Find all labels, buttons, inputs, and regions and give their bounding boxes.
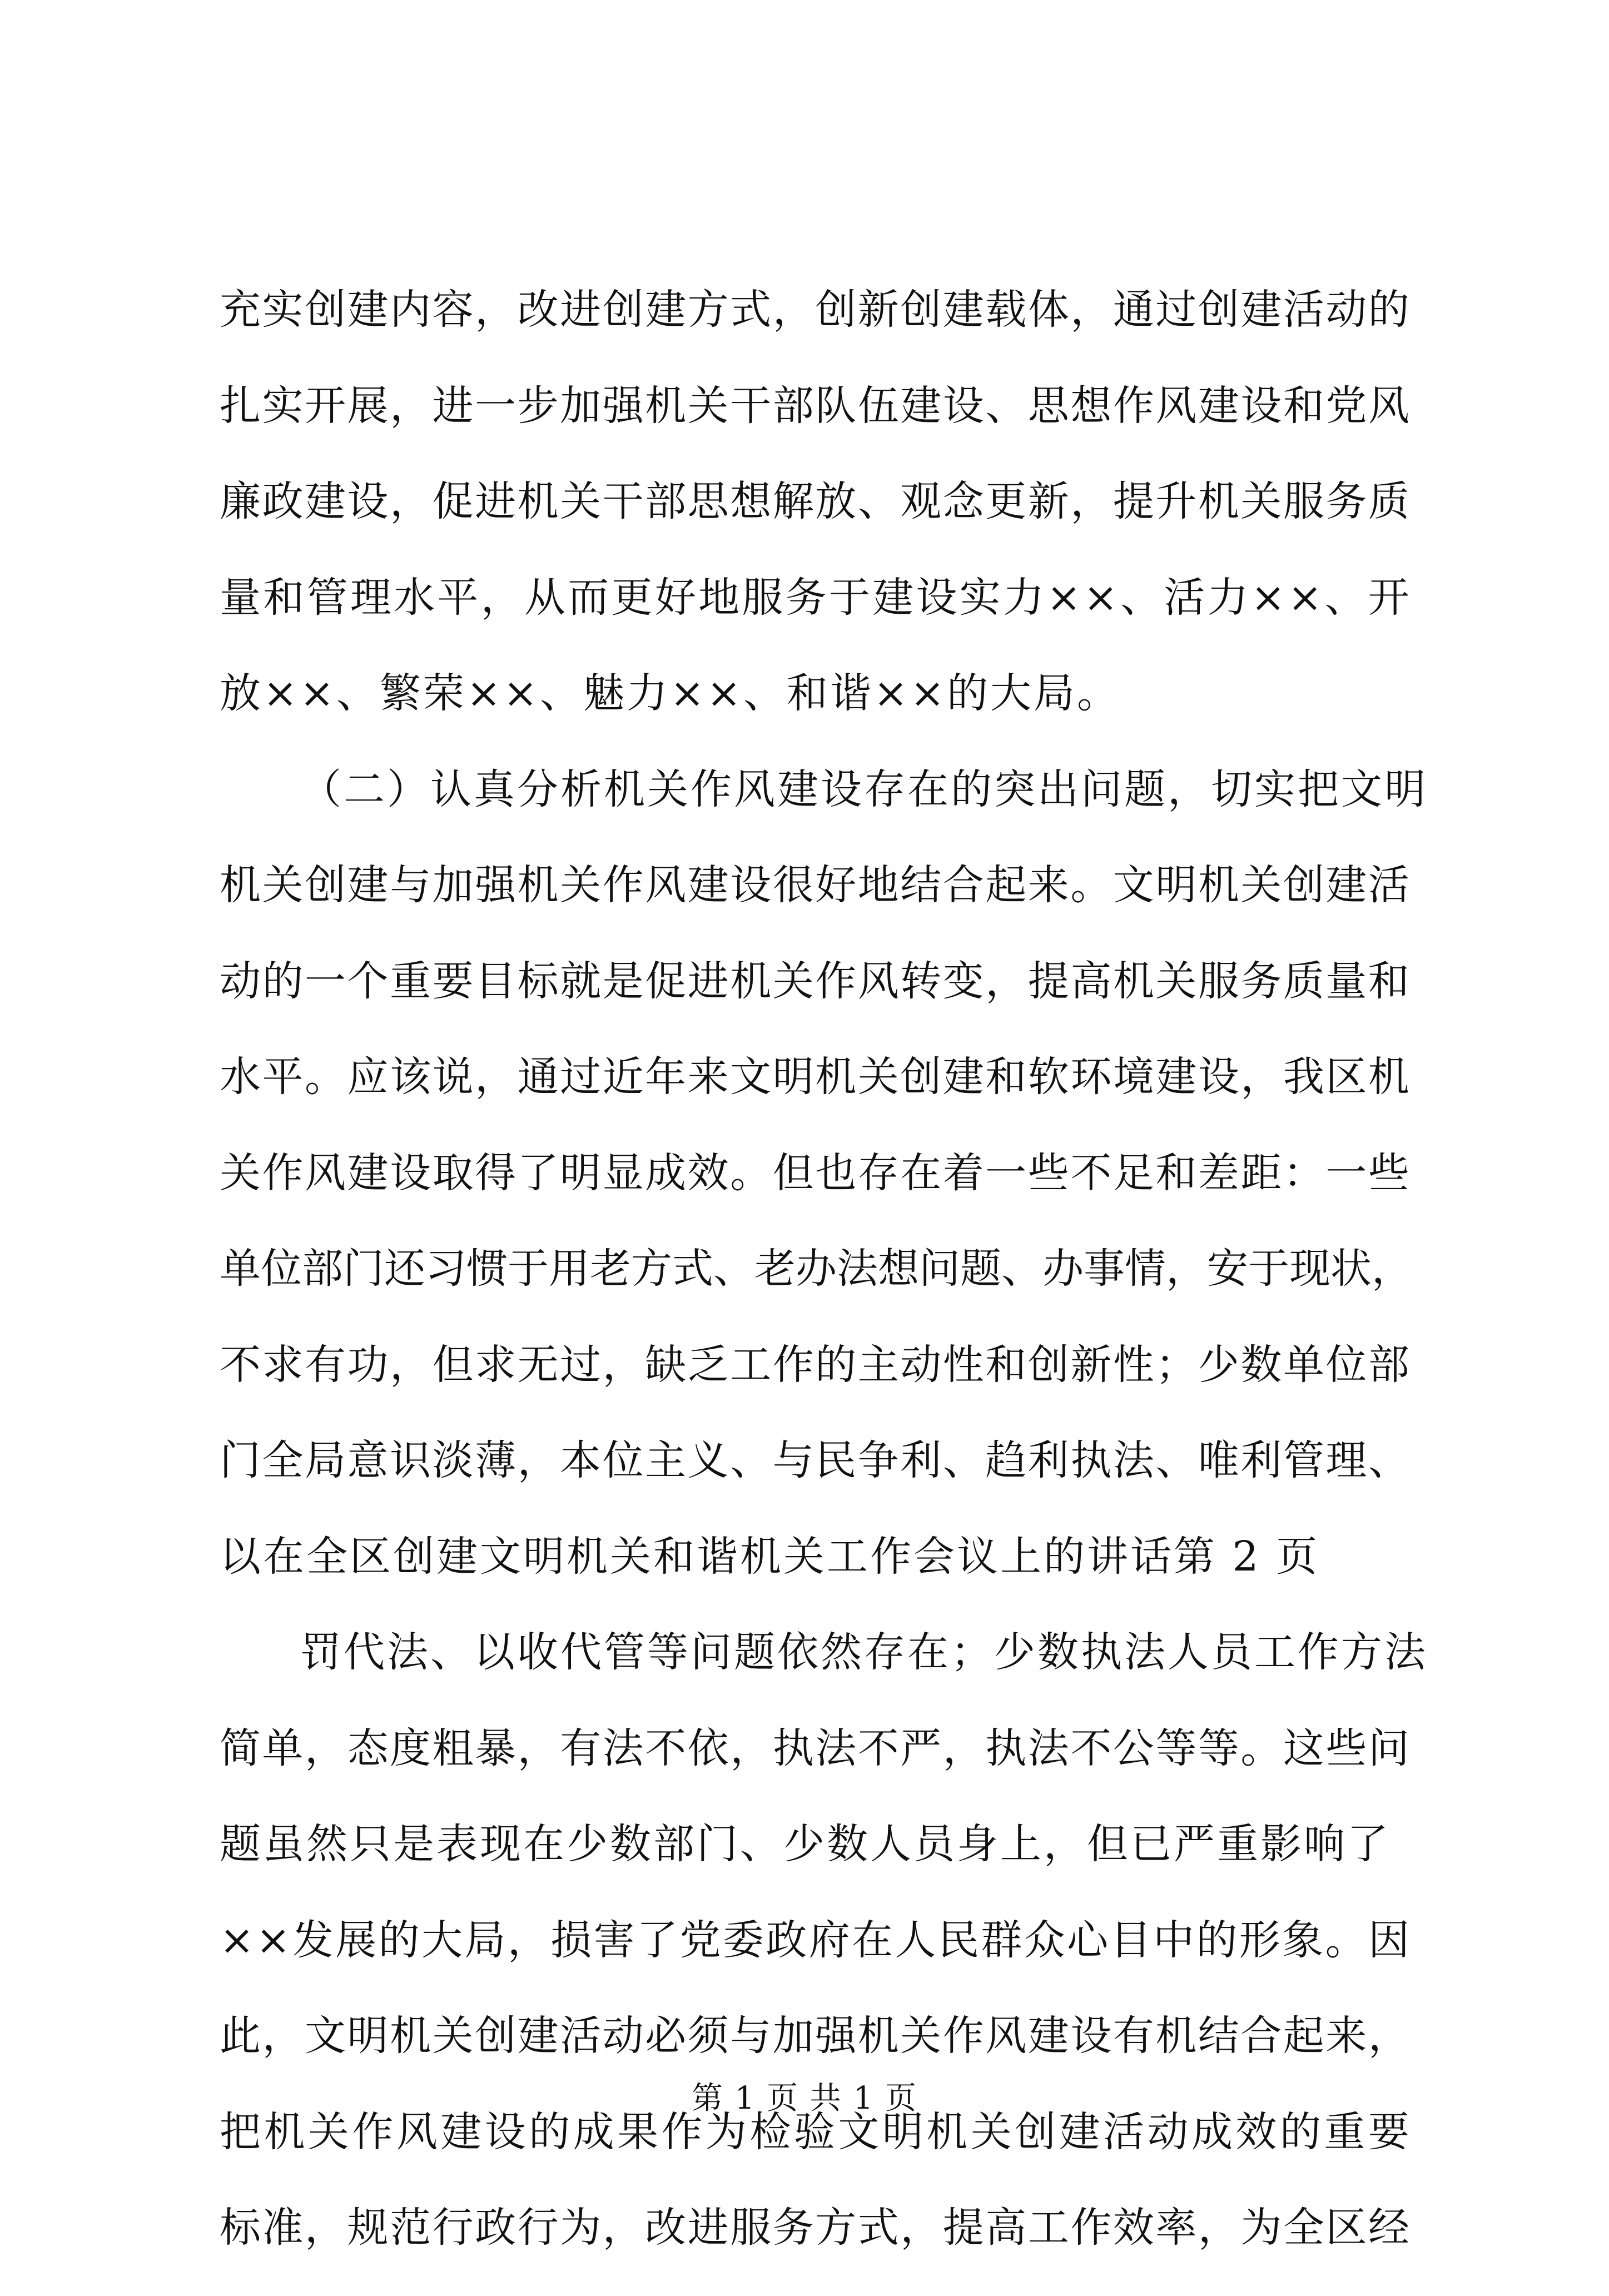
page-number-footer: 第 1 页 共 1 页 xyxy=(691,2080,918,2116)
text-line: 放××、繁荣××、魅力××、和谐××的大局。 xyxy=(220,669,1121,717)
text-line: 不 求 有 功 ， 但 求 无 过 ， 缺 乏 工 作 的 主 动 性 和 创 新 性 ； 少 数 单 位 部 xyxy=(220,1340,1409,1389)
text-line: 单 位 部 门 还 习 惯 于 用 老 方 式 、 老 办 法 想 问 题 、 办 事 情 ， 安 于 现 状 ， xyxy=(220,1245,1413,1293)
section-heading-line: （二）认真分析机关作风建设存在的突出问题，切实把文明 xyxy=(300,765,1428,813)
text-line: 关 作 风 建 设 取 得 了 明 显 成 效 。 但 也 存 在 着 一 些 不 足 和 差 距 ： 一 些 xyxy=(220,1149,1409,1197)
text-line: 机 关 创 建 与 加 强 机 关 作 风 建 设 很 好 地 结 合 起 来 。 文 明 机 关 创 建 活 xyxy=(220,861,1409,909)
text-line: 题虽然只是表现在少数部门、少数人员身上，但已严重影响了 xyxy=(220,1820,1391,1868)
text-line: 扎 实 开 展 ， 进 一 步 加 强 机 关 干 部 队 伍 建 设 、 思 想 作 风 建 设 和 党 风 xyxy=(220,381,1409,430)
text-line: 廉 政 建 设 ， 促 进 机 关 干 部 思 想 解 放 、 观 念 更 新 ， 提 升 机 关 服 务 质 xyxy=(220,478,1409,525)
title-line: 以在全区创建文明机关和谐机关工作会议上的讲话第 2 页 xyxy=(220,1532,1320,1581)
text-line: 水 平 。 应 该 说 ， 通 过 近 年 来 文 明 机 关 创 建 和 软 环 境 建 设 ， 我 区 机 xyxy=(220,1053,1409,1101)
text-line: 罚代法、以收代管等问题依然存在；少数执法人员工作方法 xyxy=(300,1628,1428,1676)
body-text xyxy=(220,282,1428,2296)
text-line: 量 和 管 理 水 平 ， 从 而 更 好 地 服 务 于 建 设 实 力 × × 、 活 力 × × 、 开 xyxy=(220,573,1409,622)
text-line: 简 单 ， 态 度 粗 暴 ， 有 法 不 依 ， 执 法 不 严 ， 执 法 不 公 等 等 。 这 些 问 xyxy=(220,1724,1409,1772)
text-line: × × 发 展 的 大 局 ， 损 害 了 党 委 政 府 在 人 民 群 众 心 目 中 的 形 象 。 因 xyxy=(220,1916,1409,1964)
text-line: 标 准 ， 规 范 行 政 行 为 ， 改 进 服 务 方 式 ， 提 高 工 作 效 率 ， 为 全 区 经 xyxy=(220,2204,1409,2252)
text-line: 把 机 关 作 风 建 设 的 成 果 作 为 检 验 文 明 机 关 创 建 活 动 成 效 的 重 要 xyxy=(220,2108,1409,2156)
text-line: 充 实 创 建 内 容 ， 改 进 创 建 方 式 ， 创 新 创 建 载 体 ， 通 过 创 建 活 动 的 xyxy=(220,286,1409,334)
text-line: 动 的 一 个 重 要 目 标 就 是 促 进 机 关 作 风 转 变 ， 提 高 机 关 服 务 质 量 和 xyxy=(220,957,1409,1005)
text-line: 门 全 局 意 识 淡 薄 ， 本 位 主 义 、 与 民 争 利 、 趋 利 执 法 、 唯 利 管 理 、 xyxy=(220,1437,1409,1484)
text-line: 此 ， 文 明 机 关 创 建 活 动 必 须 与 加 强 机 关 作 风 建 设 有 机 结 合 起 来 ， xyxy=(220,2012,1409,2060)
